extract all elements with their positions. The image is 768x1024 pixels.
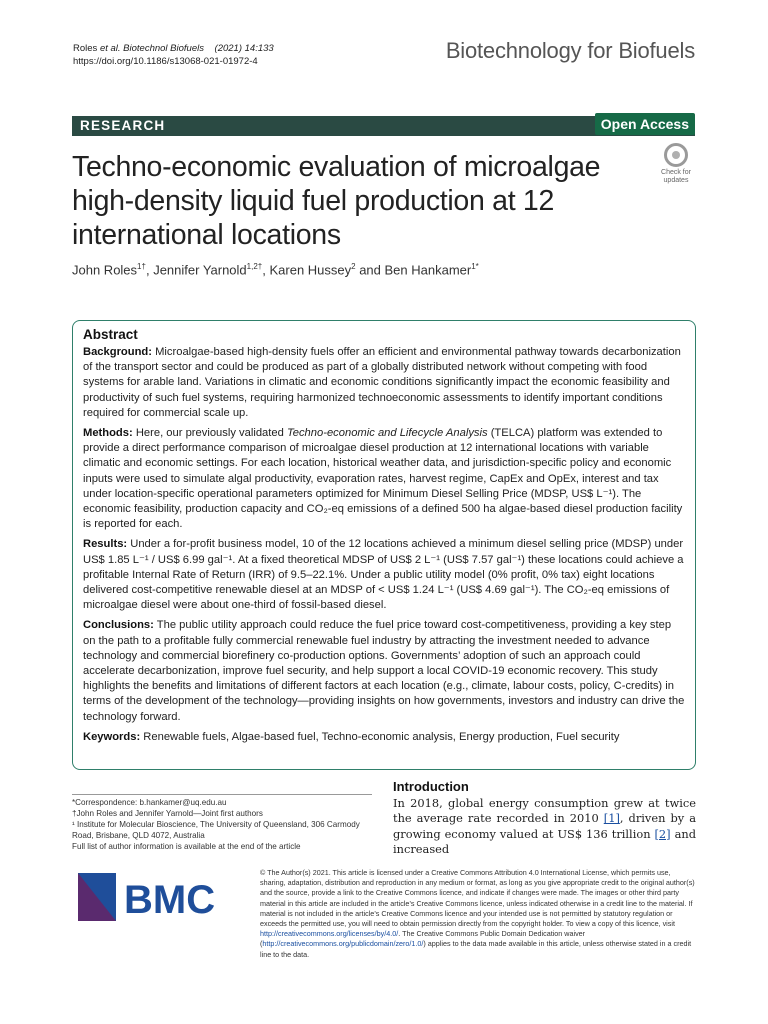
license-segment: . The Creative Commons Public Domain Dedication waiver ( (260, 929, 586, 949)
citation-volume: (2021) 14:133 (214, 43, 274, 54)
author-affiliation: 1,2† (246, 262, 263, 271)
author-affiliation: 1† (137, 262, 146, 271)
abstract-conclusions (83, 618, 685, 724)
license-text (260, 868, 698, 960)
journal-name: Biotechnology for Biofuels (445, 38, 695, 63)
reference-link[interactable]: [1] (603, 811, 620, 826)
reference-link[interactable]: [2] (654, 826, 671, 841)
joint-authors-note: †John Roles and Jennifer Yarnold—Joint first authors (72, 809, 263, 818)
license-segment: © The Author(s) 2021. This article is licensed under a Creative Commons Attribution 4.0 International License, which permits use, sharing, adaptation, distribution and reproduction in any medium or format, as long as you give appropriate credit to the original author(s) and the source, provide a link to the Creative Commons licence, and indicate if changes were made. The images or other third party material in this article are included in the article’s Creative Commons licence, unless indicated otherwise in a credit line to the material. If material is not included in the article’s Creative Commons licence and your intended use is not permitted by statutory regulation or exceeds the permitted use, you will need to obtain permission directly from the copyright holder. To view a copy of this licence, visit (260, 868, 695, 929)
introduction-heading: Introduction (393, 779, 469, 794)
results-text: Under a for-profit business model, 10 of the 12 locations achieved a minimum diesel selling price (MDSP) under US$ 1.85 L⁻¹ / US$ 6.99 gal⁻¹. At a fixed theoretical MDSP of US$ 2 L⁻¹ (US$ 7.57 gal⁻¹) these locations could achieve a profitable Internal Rate of Return (IRR) of 9.5–22.1%. Under a public utility model (0% profit, 0% tax) eight locations delivered cost-competitive renewable diesel at an MDSP of < US$ 1.24 L⁻¹ (US$ 4.69 gal⁻¹). The CO₂-eq emissions of microalgae diesel were about one-third of fossil-based diesel. (83, 538, 684, 612)
author-name[interactable]: Ben Hankamer (384, 262, 472, 278)
methods-text: (TELCA) platform was extended to provide a direct performance comparison of microalgae diesel production at 12 international locations with variable climatic and economic settings. For each location, historical weather data, and jurisdiction-specific policy and economic inputs were used to simulate algal productivity, evaporation rates, harvest regime, CapEx and OpEx, interest and tax under location-specific operational parameters optimized for Minimum Diesel Selling Price (MDSP, US$ L⁻¹). The economic feasibility, production capacity and CO₂-eq emissions of a defined 500 ha algae-based diesel production facility is reported for each. (83, 427, 683, 531)
author-affiliation: 1* (471, 262, 479, 271)
footnotes (72, 794, 372, 852)
bmc-logo-text: BMC (124, 878, 216, 921)
keywords-label: Keywords: (83, 730, 141, 743)
methods-italic: Techno-economic and Lifecycle Analysis (286, 427, 488, 440)
public-domain-link[interactable]: http://creativecommons.org/publicdomain/zero/1.0/ (262, 939, 424, 949)
check-for-updates[interactable] (654, 143, 698, 185)
abstract-box (72, 320, 696, 770)
research-label: RESEARCH (80, 118, 166, 133)
background-text: Microalgae-based high-density fuels offer an efficient and environmental pathway towards decarbonization of the transport sector and could be produced as part of a globally distributed network without competing with food systems for arable land. Variations in climatic and economic conditions significantly impact the economic feasibility and productivity of such fuel systems, requiring harmonized technoeconomic assessments to identify important conditions required for commercial scale up. (83, 346, 681, 419)
article-title: Techno-economic evaluation of microalgae high-density liquid fuel production at 12 international locations (72, 151, 601, 251)
author-separator: , (145, 262, 154, 278)
conclusions-label: Conclusions: (83, 619, 154, 632)
author-name[interactable]: Jennifer Yarnold (153, 262, 247, 278)
full-list-note: Full list of author information is available at the end of the article (72, 842, 301, 851)
conclusions-text: The public utility approach could reduce the fuel price toward cost-competitiveness, providing a key step on the path to a profitable fully commercial renewable fuel industry by attracting the investment needed to advance technology and commercial biorefinery co-production options. Governments’ adoption of such an approach could accelerate decarbonization, improve fuel security, and help support a local COVID-19 economic recovery. This study highlights the benefits and limitations of different factors at each location (e.g., climate, labour costs, policy, C-credits) in terms of the development of the technology—providing insights on how governments, investors and industry can drive the technology forward. (83, 619, 685, 723)
author-separator: , (262, 262, 270, 278)
license-link[interactable]: http://creativecommons.org/licenses/by/4.0/ (260, 929, 399, 939)
author-affiliation: 2 (351, 262, 356, 271)
introduction-text (393, 796, 696, 858)
methods-text: Here, our previously validated (132, 427, 287, 440)
author-separator: and (355, 262, 385, 278)
citation (73, 42, 274, 68)
abstract-background (83, 345, 685, 421)
abstract-keywords (83, 730, 685, 745)
bmc-logo (78, 873, 218, 921)
keywords-text: Renewable fuels, Algae-based fuel, Techno-economic analysis, Energy production, Fuel security (140, 730, 620, 743)
section-banner (72, 116, 695, 136)
license-segment: ) applies to the data made available in this article, unless otherwise stated in a credit line to the data. (260, 939, 692, 959)
methods-label: Methods: (83, 427, 133, 440)
author-name[interactable]: John Roles (72, 262, 138, 278)
citation-journal: et al. Biotechnol Biofuels (99, 43, 204, 54)
results-label: Results: (83, 538, 128, 551)
abstract-results (83, 537, 685, 613)
correspondence-note: *Correspondence: b.hankamer@uq.edu.au (72, 798, 227, 807)
author-name[interactable]: Karen Hussey (269, 262, 352, 278)
author-list (72, 262, 479, 277)
open-access-badge: Open Access (595, 113, 695, 135)
abstract-heading: Abstract (83, 327, 138, 342)
intro-text-segment: , driven by a growing economy valued at US$ 136 trillion (393, 811, 696, 841)
intro-text-segment: and increased (393, 826, 696, 857)
check-updates-label: Check for updates (661, 169, 691, 184)
intro-text-segment: In 2018, global energy consumption grew at twice the average rate recorded in 2010 (393, 796, 696, 826)
abstract-methods (83, 426, 685, 532)
citation-authors: Roles (73, 43, 100, 54)
background-label: Background: (83, 346, 152, 358)
check-updates-icon (664, 143, 688, 167)
affiliation-note: ¹ Institute for Molecular Bioscience, The University of Queensland, 306 Carmody Road, Brisbane, QLD 4072, Australia (72, 820, 360, 840)
doi-link[interactable]: https://doi.org/10.1186/s13068-021-01972-4 (73, 56, 258, 67)
